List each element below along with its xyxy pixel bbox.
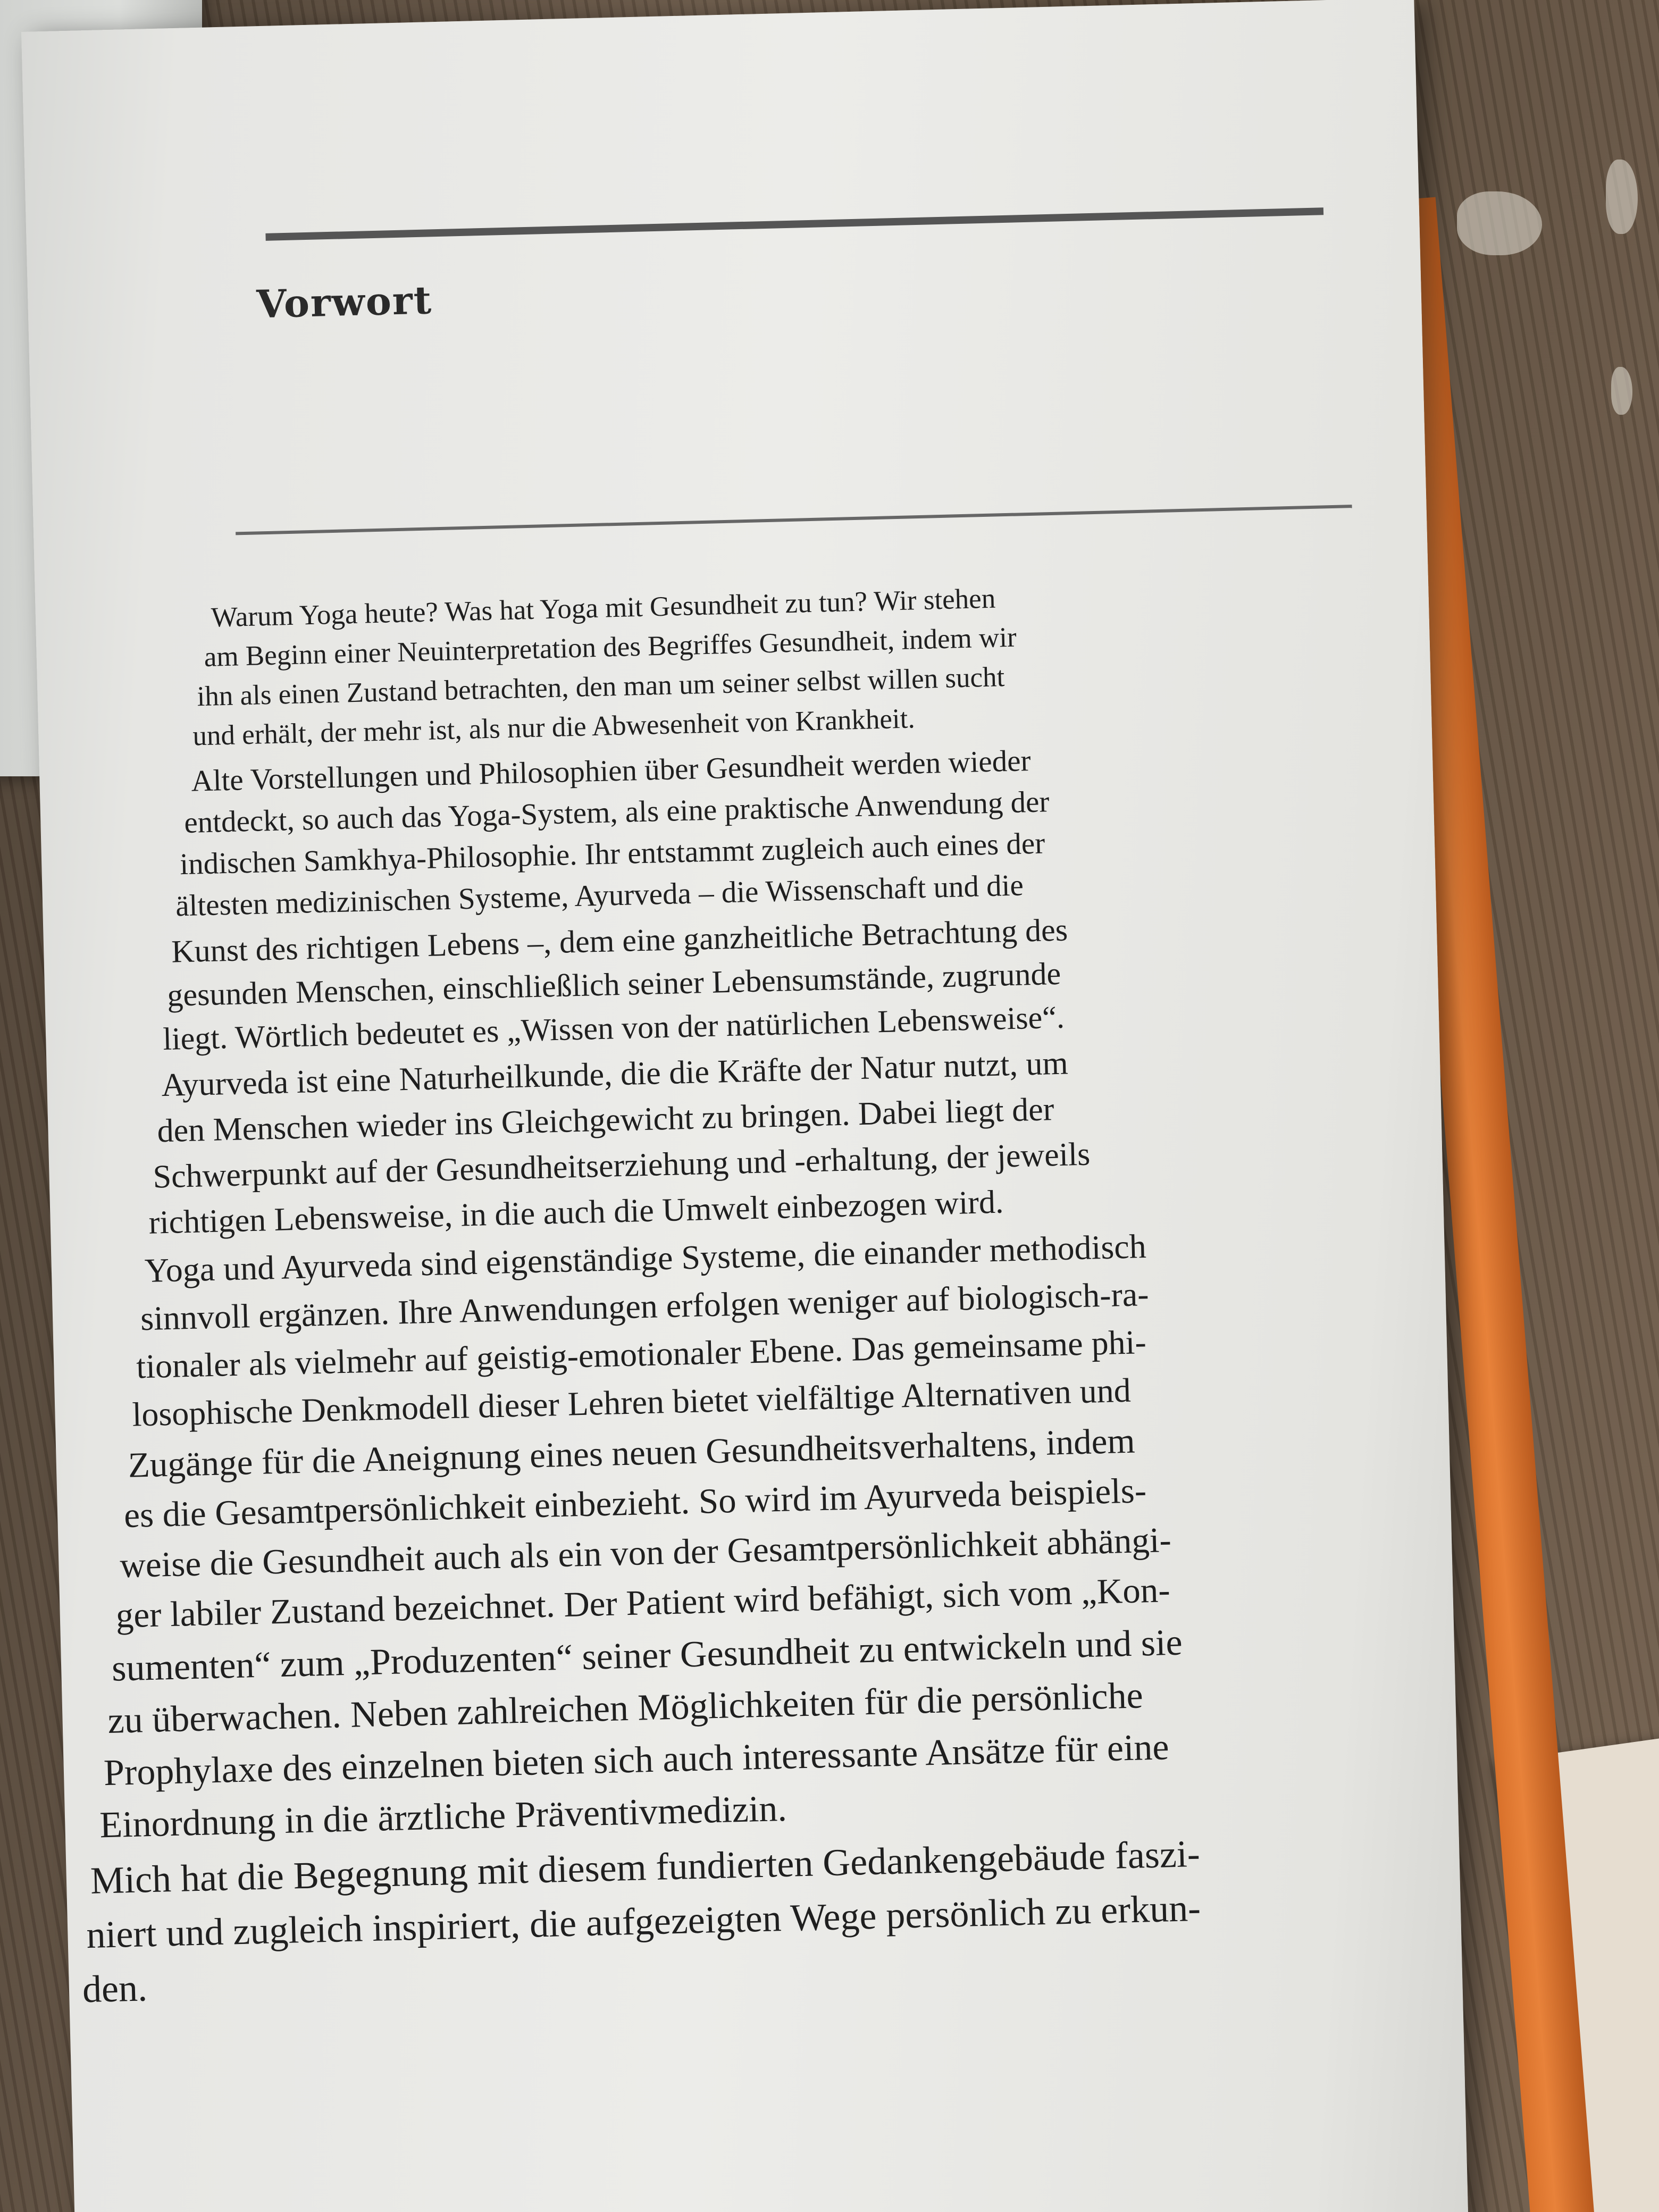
text-line: gesunden Menschen, einschließlich seiner Lebensumstände, zugrunde	[166, 956, 1061, 1013]
table-paint-chip	[1606, 160, 1638, 234]
chapter-heading: Vorwort	[256, 277, 433, 327]
text-line: losophische Denkmodell dieser Lehren bietet vielfältige Alternativen und	[131, 1371, 1132, 1434]
text-line: entdeckt, so auch das Yoga-System, als eine praktische Anwendung der	[183, 785, 1050, 840]
text-line: tionaler als vielmehr auf geistig-emotionaler Ebene. Das gemeinsame phi-	[136, 1323, 1147, 1386]
text-line: den Menschen wieder ins Gleichgewicht zu bringen. Dabei liegt der	[156, 1091, 1055, 1150]
text-line: Prophylaxe des einzelnen bieten sich auch interessante Ansätze für eine	[103, 1727, 1170, 1794]
text-line: niert und zugleich inspiriert, die aufgezeigten Wege persönlich zu erkun-	[86, 1886, 1201, 1957]
text-line: Kunst des richtigen Lebens –, dem eine ganzheitliche Betrachtung des	[171, 912, 1068, 969]
text-line: sumenten“ zum „Produzenten“ seiner Gesundheit zu entwickeln und sie	[111, 1622, 1183, 1689]
text-line: es die Gesamtpersönlichkeit einbezieht. So wird im Ayurveda beispiels-	[123, 1471, 1147, 1536]
text-line: Zugänge für die Aneignung eines neuen Gesundheitsverhaltens, indem	[128, 1421, 1136, 1485]
table-paint-chip	[1611, 367, 1632, 415]
text-line: zu überwachen. Neben zahlreichen Möglichkeiten für die persönliche	[107, 1675, 1144, 1741]
text-line: liegt. Wörtlich bedeutet es „Wissen von der natürlichen Lebensweise“.	[162, 999, 1065, 1057]
text-line: ihn als einen Zustand betrachten, den man um seiner selbst willen sucht	[196, 661, 1005, 713]
text-line: den.	[81, 1966, 148, 2011]
text-line: Ayurveda ist eine Naturheilkunde, die die Kräfte der Natur nutzt, um	[161, 1045, 1069, 1104]
text-line: am Beginn einer Neuinterpretation des Begriffes Gesundheit, indem wir	[204, 622, 1017, 673]
table-paint-chip	[1457, 191, 1542, 255]
text-line: ger labiler Zustand bezeichnet. Der Patient wird befähigt, sich vom „Kon-	[115, 1570, 1171, 1636]
text-line: indischen Samkhya-Philosophie. Ihr entstammt zugleich auch eines der	[179, 826, 1045, 882]
text-line: Warum Yoga heute? Was hat Yoga mit Gesundheit zu tun? Wir stehen	[211, 583, 996, 633]
text-line: Yoga und Ayurveda sind eigenständige Systeme, die einander methodisch	[144, 1227, 1147, 1290]
text-line: Alte Vorstellungen und Philosophien über Gesundheit werden wieder	[190, 744, 1032, 798]
text-line: und erhält, der mehr ist, als nur die Abwesenheit von Krankheit.	[192, 703, 916, 752]
text-line: Mich hat die Begegnung mit diesem fundierten Gedankengebäude faszi-	[90, 1832, 1201, 1902]
text-line: Einordnung in die ärztliche Präventivmedizin.	[99, 1788, 787, 1846]
heading-rule	[236, 505, 1352, 535]
text-line: ältesten medizinischen Systeme, Ayurveda – die Wissenschaft und die	[175, 868, 1024, 923]
text-line: richtigen Lebensweise, in die auch die Umwelt einbezogen wird.	[148, 1184, 1004, 1241]
book-page	[21, 0, 1469, 2212]
text-line: sinnvoll ergänzen. Ihre Anwendungen erfolgen weniger auf biologisch-ra-	[140, 1275, 1150, 1338]
text-line: weise die Gesundheit auch als ein von der Gesamtpersönlichkeit abhängi-	[119, 1520, 1172, 1586]
top-rule	[265, 207, 1323, 241]
text-line: Schwerpunkt auf der Gesundheitserziehung und -erhaltung, der jeweils	[152, 1136, 1091, 1195]
